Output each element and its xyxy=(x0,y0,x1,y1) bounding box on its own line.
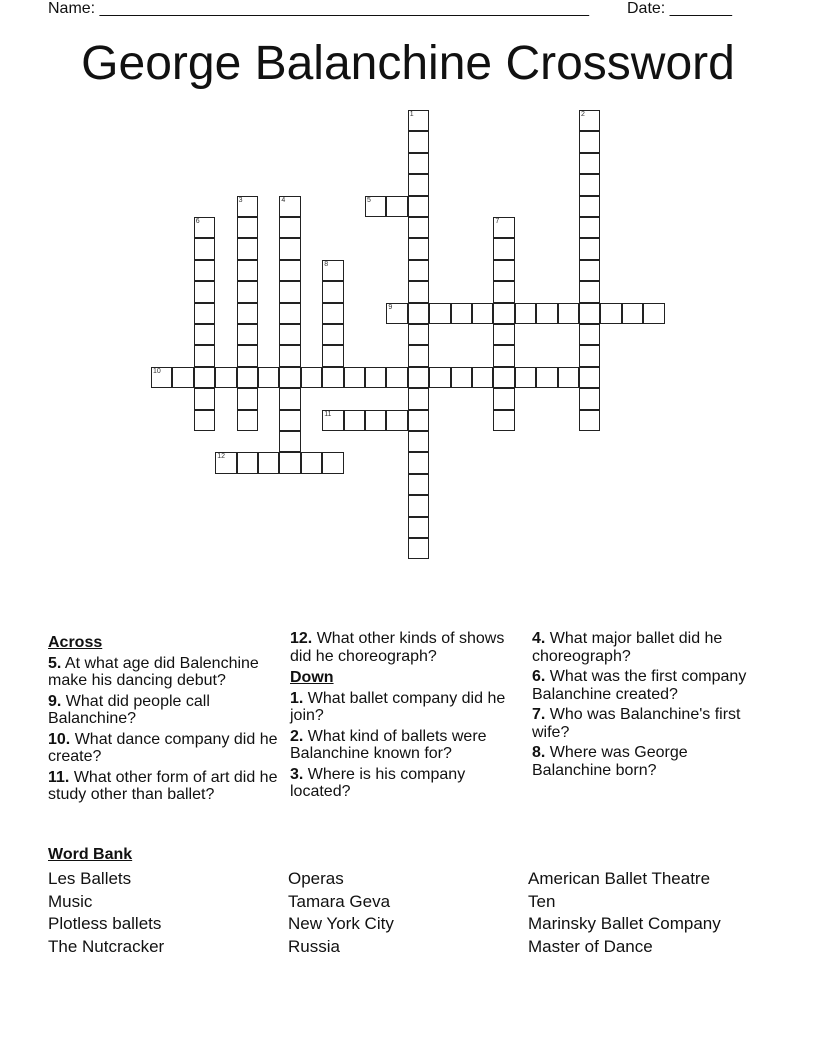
crossword-cell[interactable] xyxy=(579,345,600,366)
crossword-cell[interactable] xyxy=(322,452,343,473)
crossword-cell[interactable] xyxy=(194,367,215,388)
crossword-cell[interactable] xyxy=(408,474,429,495)
crossword-cell[interactable] xyxy=(408,495,429,516)
cell-number: 1 xyxy=(409,111,414,118)
crossword-cell[interactable] xyxy=(408,131,429,152)
crossword-cell[interactable] xyxy=(408,431,429,452)
crossword-cell[interactable] xyxy=(408,196,429,217)
crossword-cell[interactable] xyxy=(643,303,664,324)
date-line[interactable]: Date: _______ xyxy=(627,0,732,17)
crossword-cell[interactable] xyxy=(408,217,429,238)
crossword-cell[interactable] xyxy=(408,260,429,281)
word-bank-item: Ten xyxy=(528,891,556,911)
crossword-cell[interactable] xyxy=(322,345,343,366)
crossword-cell[interactable] xyxy=(194,345,215,366)
clue-down-6: 6. What was the first company Balanchine created? xyxy=(532,668,747,703)
crossword-cell[interactable] xyxy=(579,303,600,324)
crossword-cell[interactable] xyxy=(558,303,579,324)
crossword-cell[interactable] xyxy=(344,410,365,431)
crossword-cell[interactable] xyxy=(408,174,429,195)
word-bank-item: Operas xyxy=(288,869,344,888)
crossword-cell[interactable] xyxy=(579,281,600,302)
cell-number: 6 xyxy=(195,218,200,225)
crossword-cell[interactable] xyxy=(493,260,514,281)
word-bank-item: Tamara Geva xyxy=(288,891,391,911)
crossword-cell[interactable] xyxy=(579,196,600,217)
word-bank-item: Russia xyxy=(288,936,340,956)
crossword-cell[interactable] xyxy=(472,303,493,324)
cell-number: 9 xyxy=(388,303,393,311)
word-bank-item: Marinsky Ballet Company xyxy=(528,914,721,934)
crossword-cell[interactable] xyxy=(386,196,407,217)
crossword-cell[interactable] xyxy=(194,388,215,409)
crossword-cell[interactable] xyxy=(429,367,450,388)
crossword-cell[interactable] xyxy=(237,324,258,345)
clue-down-4: 4. What major ballet did he choreograph? xyxy=(532,630,723,665)
crossword-cell[interactable] xyxy=(237,367,258,388)
word-bank-column-1 xyxy=(48,868,164,958)
crossword-cell[interactable] xyxy=(344,367,365,388)
crossword-cell[interactable] xyxy=(301,452,322,473)
crossword-cell[interactable] xyxy=(408,238,429,259)
clue-across-9: 9. What did people call Balanchine? xyxy=(48,692,210,727)
crossword-cell[interactable] xyxy=(365,196,386,217)
crossword-cell[interactable] xyxy=(493,303,514,324)
crossword-cell[interactable] xyxy=(622,303,643,324)
word-bank-item: Music xyxy=(48,891,93,911)
page-title: George Balanchine Crossword xyxy=(81,37,735,90)
clue-down-1: 1. What ballet company did he join? xyxy=(290,689,506,724)
cell-number: 10 xyxy=(153,367,161,375)
crossword-cell[interactable] xyxy=(493,345,514,366)
crossword-cell[interactable] xyxy=(194,281,215,302)
crossword-cell[interactable] xyxy=(579,238,600,259)
crossword-cell[interactable] xyxy=(472,367,493,388)
crossword-cell[interactable] xyxy=(237,217,258,238)
crossword-cell[interactable] xyxy=(536,303,557,324)
word-bank-item: Les Ballets xyxy=(48,869,132,888)
crossword-cell[interactable] xyxy=(515,303,536,324)
crossword-cell[interactable] xyxy=(279,324,300,345)
clue-column-1 xyxy=(48,630,284,807)
crossword-cell[interactable] xyxy=(322,367,343,388)
crossword-cell[interactable] xyxy=(279,345,300,366)
crossword-cell[interactable] xyxy=(600,303,621,324)
across-heading: Across xyxy=(48,634,103,651)
crossword-cell[interactable] xyxy=(279,196,300,217)
crossword-cell[interactable] xyxy=(301,367,322,388)
cell-number: 4 xyxy=(281,196,286,204)
cell-number: 8 xyxy=(324,260,329,268)
crossword-cell[interactable] xyxy=(279,260,300,281)
crossword-cell[interactable] xyxy=(237,260,258,281)
crossword-cell[interactable] xyxy=(386,367,407,388)
crossword-cell[interactable] xyxy=(408,110,429,131)
crossword-cell[interactable] xyxy=(322,303,343,324)
crossword-cell[interactable] xyxy=(493,388,514,409)
crossword-cell[interactable] xyxy=(237,281,258,302)
crossword-cell[interactable] xyxy=(365,367,386,388)
crossword-cell[interactable] xyxy=(408,388,429,409)
crossword-cell[interactable] xyxy=(322,410,343,431)
crossword-cell[interactable] xyxy=(579,174,600,195)
clue-down-7: 7. Who was Balanchine's first wife? xyxy=(532,706,741,741)
crossword-cell[interactable] xyxy=(279,367,300,388)
crossword-cell[interactable] xyxy=(579,260,600,281)
word-bank-item: American Ballet Theatre xyxy=(528,869,711,888)
crossword-cell[interactable] xyxy=(408,538,429,559)
name-line[interactable]: Name: _______________________________________________________ xyxy=(48,0,589,17)
clue-column-2 xyxy=(290,630,526,804)
crossword-cell[interactable] xyxy=(194,238,215,259)
crossword-cell[interactable] xyxy=(408,303,429,324)
crossword-cell[interactable] xyxy=(258,367,279,388)
crossword-cell[interactable] xyxy=(386,410,407,431)
word-bank-item: New York City xyxy=(288,914,394,934)
crossword-cell[interactable] xyxy=(579,367,600,388)
clue-column-3 xyxy=(532,630,768,782)
crossword-cell[interactable] xyxy=(579,410,600,431)
crossword-cell[interactable] xyxy=(579,153,600,174)
crossword-cell[interactable] xyxy=(215,452,236,473)
down-heading: Down xyxy=(290,669,334,686)
word-bank-column-2 xyxy=(288,868,394,958)
crossword-cell[interactable] xyxy=(322,281,343,302)
crossword-cell[interactable] xyxy=(493,410,514,431)
word-bank-column-3 xyxy=(528,868,721,958)
crossword-cell[interactable] xyxy=(515,367,536,388)
crossword-cell[interactable] xyxy=(493,238,514,259)
crossword-cell[interactable] xyxy=(408,367,429,388)
crossword-cell[interactable] xyxy=(322,324,343,345)
crossword-cell[interactable] xyxy=(579,110,600,131)
crossword-cell[interactable] xyxy=(451,367,472,388)
crossword-cell[interactable] xyxy=(279,281,300,302)
crossword-cell[interactable] xyxy=(237,303,258,324)
crossword-cell[interactable] xyxy=(536,367,557,388)
cell-number: 2 xyxy=(581,111,585,118)
crossword-cell[interactable] xyxy=(279,388,300,409)
crossword-cell[interactable] xyxy=(493,324,514,345)
crossword-cell[interactable] xyxy=(408,281,429,302)
crossword-cell[interactable] xyxy=(279,452,300,473)
clue-down-2: 2. What kind of ballets were Balanchine known for? xyxy=(290,727,487,762)
crossword-cell[interactable] xyxy=(408,517,429,538)
crossword-cell[interactable] xyxy=(493,281,514,302)
crossword-cell[interactable] xyxy=(579,388,600,409)
crossword-cell[interactable] xyxy=(151,367,172,388)
crossword-cell[interactable] xyxy=(279,303,300,324)
crossword-cell[interactable] xyxy=(172,367,193,388)
word-bank-item: Plotless ballets xyxy=(48,914,162,934)
cell-number: 7 xyxy=(495,218,500,225)
crossword-cell[interactable] xyxy=(579,217,600,238)
clue-across-11: 11. What other form of art did he study other than ballet? xyxy=(48,768,278,803)
crossword-cell[interactable] xyxy=(194,217,215,238)
crossword-cell[interactable] xyxy=(237,345,258,366)
crossword-cell[interactable] xyxy=(365,410,386,431)
crossword-cell[interactable] xyxy=(408,324,429,345)
crossword-cell[interactable] xyxy=(408,153,429,174)
clue-down-8: 8. Where was George Balanchine born? xyxy=(532,744,688,779)
crossword-cell[interactable] xyxy=(194,303,215,324)
crossword-cell[interactable] xyxy=(279,238,300,259)
clue-across-5: 5. At what age did Balenchine make his dancing debut? xyxy=(48,654,259,689)
word-bank-title: Word Bank xyxy=(48,846,133,863)
crossword-cell[interactable] xyxy=(258,452,279,473)
crossword-cell[interactable] xyxy=(408,410,429,431)
crossword-cell[interactable] xyxy=(237,238,258,259)
crossword-cell[interactable] xyxy=(322,260,343,281)
crossword-cell[interactable] xyxy=(237,388,258,409)
crossword-cell[interactable] xyxy=(215,367,236,388)
crossword-cell[interactable] xyxy=(558,367,579,388)
clue-across-12: 12. What other kinds of shows did he choreograph? xyxy=(290,630,505,665)
crossword-cell[interactable] xyxy=(429,303,450,324)
clue-down-3: 3. Where is his company located? xyxy=(290,765,466,800)
crossword-cell[interactable] xyxy=(279,217,300,238)
crossword-cell[interactable] xyxy=(579,324,600,345)
word-bank-item: The Nutcracker xyxy=(48,936,165,956)
cell-number: 11 xyxy=(324,410,332,418)
crossword-cell[interactable] xyxy=(237,410,258,431)
cell-number: 3 xyxy=(238,196,243,204)
crossword-cell[interactable] xyxy=(194,324,215,345)
crossword-cell[interactable] xyxy=(237,452,258,473)
crossword-cell[interactable] xyxy=(493,217,514,238)
clue-across-10: 10. What dance company did he create? xyxy=(48,730,278,765)
crossword-cell[interactable] xyxy=(194,410,215,431)
crossword-cell[interactable] xyxy=(194,260,215,281)
crossword-cell[interactable] xyxy=(279,410,300,431)
cell-number: 12 xyxy=(217,453,225,461)
crossword-cell[interactable] xyxy=(237,196,258,217)
crossword-cell[interactable] xyxy=(579,131,600,152)
crossword-cell[interactable] xyxy=(386,303,407,324)
word-bank-item: Master of Dance xyxy=(528,936,653,956)
crossword-cell[interactable] xyxy=(408,345,429,366)
cell-number: 5 xyxy=(367,196,371,204)
crossword-cell[interactable] xyxy=(279,431,300,452)
crossword-cell[interactable] xyxy=(493,367,514,388)
crossword-cell[interactable] xyxy=(408,452,429,473)
crossword-cell[interactable] xyxy=(451,303,472,324)
